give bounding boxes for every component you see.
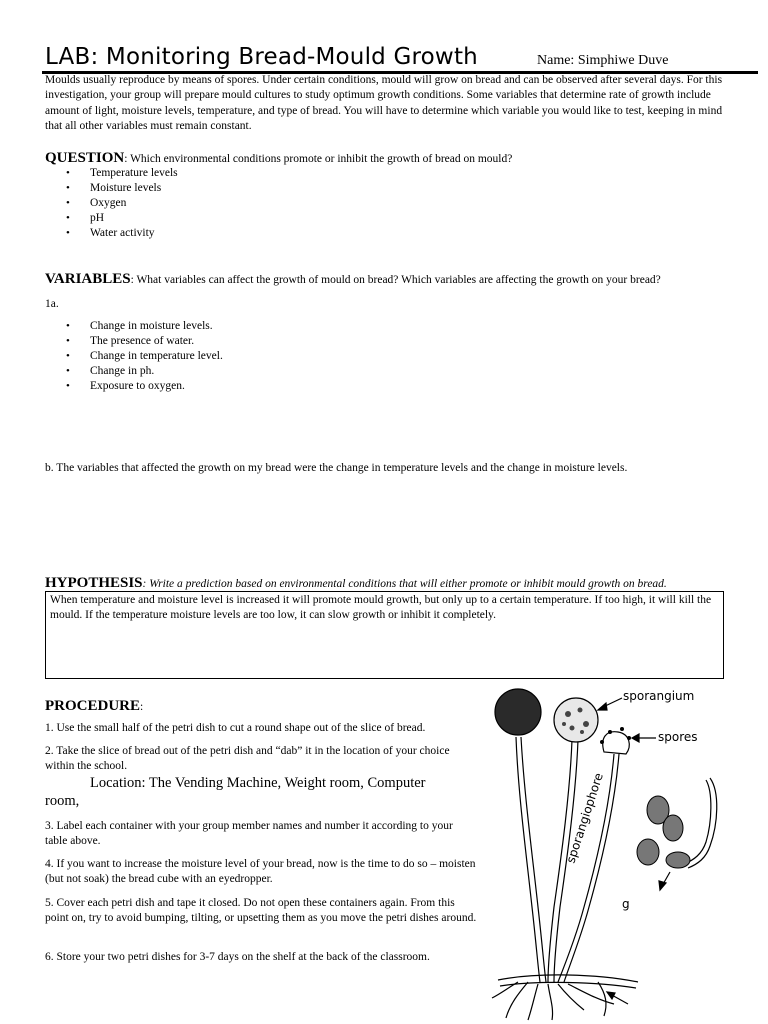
- hypothesis-answer-box: When temperature and moisture level is increased it will promote mould growth, but only up to a certain temperature. If too high, it will kill the mould. If the temperature moisture levels are too low, it can slow growth or inhibit it completely.: [45, 591, 724, 679]
- procedure-step-3: 3. Label each container with your group member names and number it according to your table above.: [45, 820, 453, 848]
- label-spores: spores: [658, 730, 698, 744]
- stalk-3: [558, 754, 614, 982]
- question-answer-list: [45, 166, 178, 241]
- procedure-step-4: 4. If you want to increase the moisture level of your bread, now is the time to do so – moisten (but not soak) the bread cube with an eyedropper.: [45, 858, 476, 886]
- location-line: Location: The Vending Machine, Weight room, Computer: [90, 775, 426, 791]
- question-heading: QUESTION: [45, 150, 125, 166]
- list-item: • Temperature levels: [45, 166, 178, 181]
- location-text: [45, 774, 465, 810]
- label-g: g: [622, 897, 630, 911]
- list-item: • Exposure to oxygen.: [45, 379, 223, 394]
- sporangium-dark: [495, 689, 541, 735]
- list-item: • pH: [45, 211, 178, 226]
- variables-heading: VARIABLES: [45, 271, 131, 287]
- student-name: Name: Simphiwe Duve: [537, 53, 669, 68]
- spore: [637, 839, 659, 865]
- procedure-section: [45, 697, 143, 715]
- ruptured-sporangium: [603, 732, 630, 754]
- label-sporangium: sporangium: [623, 689, 695, 703]
- part-a-label: 1a.: [45, 298, 59, 310]
- question-prompt: : Which environmental conditions promote or inhibit the growth of bread on mould?: [124, 153, 513, 165]
- list-item: • The presence of water.: [45, 334, 223, 349]
- list-item: • Water activity: [45, 226, 178, 241]
- question-section: [45, 149, 745, 167]
- hypothesis-prompt: : Write a prediction based on environmental conditions that will either promote or inhibit mould growth on bread.: [142, 578, 667, 590]
- list-item: • Oxygen: [45, 196, 178, 211]
- page-title: LAB: Monitoring Bread-Mould Growth: [45, 44, 478, 70]
- list-item: • Change in temperature level.: [45, 349, 223, 364]
- procedure-heading-suffix: :: [140, 701, 144, 713]
- procedure-step-1: 1. Use the small half of the petri dish to cut a round shape out of the slice of bread.: [45, 722, 426, 734]
- variables-prompt: : What variables can affect the growth of mould on bread? Which variables are affecting the growth on your bread?: [130, 274, 661, 286]
- mould-diagram: [488, 682, 728, 1022]
- list-item: • Moisture levels: [45, 181, 178, 196]
- label-sporangiophore: sporangiophore: [563, 771, 606, 865]
- procedure-heading: PROCEDURE: [45, 698, 141, 714]
- location-line: room,: [45, 793, 80, 809]
- stalk-1: [516, 737, 540, 982]
- spore: [666, 852, 690, 868]
- list-item: • Change in moisture levels.: [45, 319, 223, 334]
- variables-list: [45, 319, 223, 394]
- list-item: • Change in ph.: [45, 364, 223, 379]
- spore: [663, 815, 683, 841]
- sporangium-light: [554, 698, 598, 742]
- variables-section: [45, 270, 745, 288]
- hypothesis-section: [45, 574, 745, 592]
- procedure-step-5: 5. Cover each petri dish and tape it closed. Do not open these containers again. From this point on, try to avoid bumping, tilting, or upsetting them as you move the petri dishes around.: [45, 897, 477, 925]
- procedure-step-6: 6. Store your two petri dishes for 3-7 days on the shelf at the back of the classroom.: [45, 951, 430, 963]
- intro-paragraph: Moulds usually reproduce by means of spores. Under certain conditions, mould will grow on bread and can be observed after several days. For this investigation, your group will prepare mould cultures to study optimum growth conditions. Some variables that determine rate of growth include amount of light, moisture levels, temperature, and type of bread. You will have to determine which variable you would like to test, keeping in mind that all other variables must remain constant.: [45, 74, 723, 133]
- hypothesis-heading: HYPOTHESIS: [45, 575, 143, 591]
- procedure-step-2: 2. Take the slice of bread out of the petri dish and “dab” it in the location of your choice within the school.: [45, 745, 450, 773]
- part-b-answer: b. The variables that affected the growth on my bread were the change in temperature levels and the change in moisture levels.: [45, 462, 628, 474]
